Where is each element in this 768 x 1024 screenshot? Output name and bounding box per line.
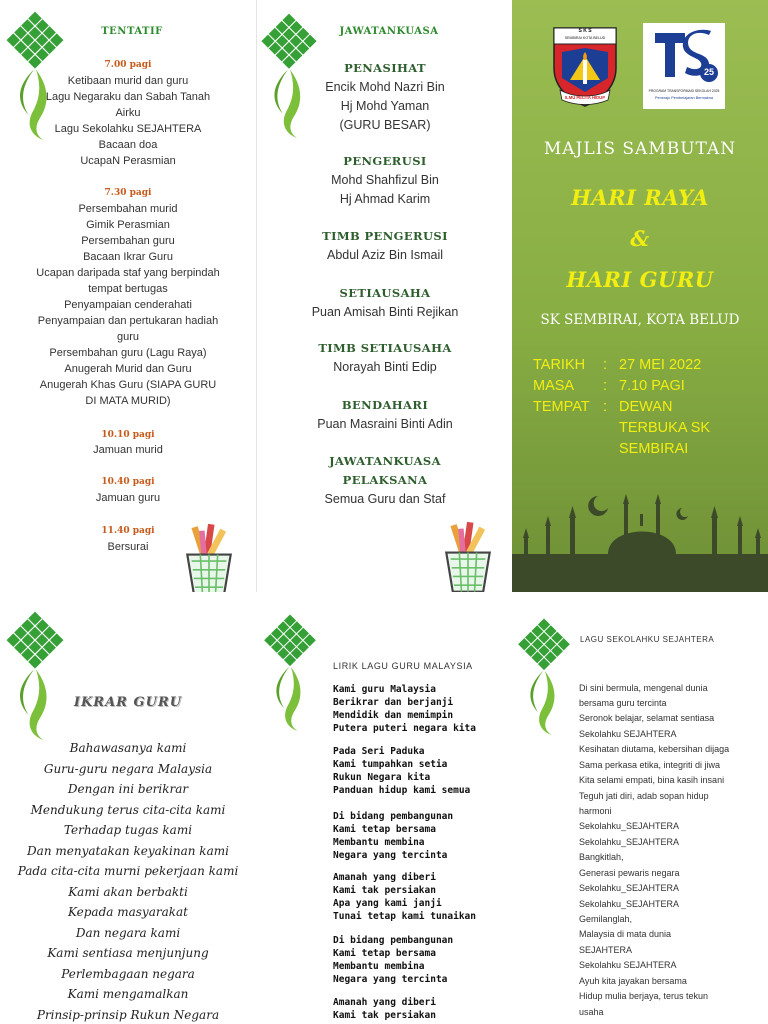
ampersand: & (630, 226, 650, 251)
ikrar-line: Perlembagaan negara (61, 967, 195, 981)
programme-item: Ketibaan murid dan guru (67, 75, 189, 87)
crest-school-text: SEMBIRAI KOTA BELUD (564, 36, 606, 40)
tempat-value: DEWAN (619, 399, 673, 415)
lirik-line: Membantu membina (333, 961, 425, 972)
cover-panel (512, 0, 768, 592)
ikrar-line: Terhadap tugas kami (63, 823, 193, 837)
time-label: 10.40 pagi (101, 477, 155, 487)
tarikh-value: 27 MEI 2022 (619, 357, 702, 373)
lirik-line: Mendidik dan memimpin (333, 710, 454, 721)
lagu-title: LAGU SEKOLAHKU SEJAHTERA (580, 635, 715, 644)
committee-name: Norayah Binti Edip (333, 360, 437, 374)
time-label: 7.00 pagi (104, 60, 152, 70)
hari-guru-title: HARI GURU (566, 267, 714, 292)
ikrar-title: IKRAR GURU (73, 695, 183, 710)
ts25-caption-sub: Peneraju Pembelajaran Bermakna (654, 96, 714, 100)
committee-role: TIMB SETIAUSAHA (318, 341, 452, 355)
committee-name: Puan Masraini Binti Adin (317, 417, 453, 431)
ikrar-line: Mendukung terus cita-cita kami (30, 803, 226, 817)
lagu-line: harmoni (579, 806, 612, 816)
lirik-line: Kami tak persiakan (333, 1010, 436, 1021)
lagu-line: Sekolahku_SEJAHTERA (579, 883, 680, 893)
lirik-line: Di bidang pembangunan (333, 811, 454, 822)
tentatif-title: TENTATIF (101, 26, 163, 37)
ikrar-line: Kami akan berbakti (68, 885, 188, 899)
lirik-line: Apa yang kami janji (333, 898, 442, 909)
ts25-number: 25 (703, 67, 714, 77)
school-name: SK SEMBIRAI, KOTA BELUD (540, 312, 740, 328)
crest-top-text: S K S (578, 28, 592, 34)
lagu-line: Malaysia di mata dunia (579, 929, 672, 939)
lagu-line: usaha (579, 1007, 604, 1017)
committee-role: JAWATANKUASA (329, 454, 441, 468)
time-label: 11.40 pagi (101, 526, 155, 536)
lirik-line: Kami tetap bersama (333, 948, 436, 959)
programme-item: Bersurai (107, 541, 149, 553)
committee-role: BENDAHARI (341, 398, 429, 412)
lirik-title: LIRIK LAGU GURU MALAYSIA (333, 661, 473, 671)
lirik-line: Rukun Negara kita (333, 772, 431, 783)
ikrar-line: Dan menyatakan keyakinan kami (27, 844, 229, 858)
lagu-line: Sama perkasa etika, integriti di jiwa (579, 760, 721, 770)
lagu-line: Bangkitlah, (579, 852, 624, 862)
committee-name: Puan Amisah Binti Rejikan (311, 305, 459, 319)
ts25-caption: PROGRAM TRANSFORMASI SEKOLAH 2025 (648, 89, 720, 93)
committee-role: PENASIHAT (344, 61, 426, 75)
programme-item: Anugerah Murid dan Guru (64, 363, 192, 375)
lirik-line: Kami tetap bersama (333, 824, 436, 835)
ketupat-icon (514, 606, 574, 746)
tempat-colon: : (603, 399, 608, 415)
lirik-line: Membantu membina (333, 837, 425, 848)
tempat-label: TEMPAT (533, 399, 590, 415)
jawatankuasa-panel (256, 0, 513, 592)
ikrar-line: Bahawasanya kami (69, 741, 187, 755)
pencil-cup-icon (435, 520, 501, 592)
programme-item: Penyampaian cenderahati (64, 299, 192, 311)
committee-role: PELAKSANA (342, 473, 428, 487)
programme-item: UcapaN Perasmian (80, 155, 176, 167)
lagu-line: Sekolahku SEJAHTERA (579, 960, 677, 970)
lirik-line: Kami guru Malaysia (333, 684, 436, 695)
tempat-value: SEMBIRAI (619, 441, 689, 457)
lagu-line: Sekolahku_SEJAHTERA (579, 837, 680, 847)
committee-name: Encik Mohd Nazri Bin (325, 80, 445, 94)
programme-item: Persembahan murid (78, 203, 178, 215)
programme-item: Penyampaian dan pertukaran hadiah (37, 315, 219, 327)
lirik-line: Di bidang pembangunan (333, 935, 454, 946)
lirik-line: Pada Seri Paduka (333, 746, 425, 757)
lagu-line: Teguh jati diri, adab sopan hidup (579, 791, 709, 801)
ketupat-icon (2, 600, 68, 750)
programme-item: Persembahan guru (Lagu Raya) (49, 347, 207, 359)
lagu-line: Sekolahku_SEJAHTERA (579, 899, 680, 909)
programme-item: Airku (115, 107, 141, 119)
programme-item: Gimik Perasmian (86, 219, 170, 231)
lirik-line: Putera puteri negara kita (333, 723, 476, 734)
lagu-line: Di sini bermula, mengenal dunia (579, 683, 708, 693)
ikrar-line: Kami sentiasa menjunjung (47, 946, 209, 960)
programme-item: Lagu Sekolahku SEJAHTERA (54, 123, 202, 135)
lagu-line: Kita selami empati, bina kasih insani (579, 775, 725, 785)
ikrar-line: Guru-guru negara Malaysia (43, 762, 213, 776)
lirik-line: Amanah yang diberi (333, 872, 436, 883)
committee-name: Hj Ahmad Karim (339, 192, 431, 206)
committee-name: Mohd Shahfizul Bin (331, 173, 439, 187)
lirik-line: Negara yang tercinta (333, 974, 448, 985)
programme-item: Persembahan guru (81, 235, 175, 247)
masa-label: MASA (533, 378, 575, 394)
lagu-line: SEJAHTERA (579, 945, 633, 955)
ikrar-line: Dan negara kami (75, 926, 181, 940)
lagu-line: Sekolahku SEJAHTERA (579, 729, 677, 739)
lirik-line: Amanah yang diberi (333, 997, 436, 1008)
pencil-cup-icon (176, 522, 242, 592)
committee-name: Hj Mohd Yaman (340, 99, 430, 113)
hari-raya-title: HARI RAYA (571, 185, 709, 210)
committee-role: PENGERUSI (343, 154, 427, 168)
lagu-line: bersama guru tercinta (579, 698, 667, 708)
jawatankuasa-title: JAWATANKUASA (339, 26, 439, 37)
programme-item: Bacaan doa (98, 139, 158, 151)
programme-item: Bacaan Ikrar Guru (83, 251, 173, 263)
lirik-line: Tunai tetap kami tunaikan (333, 911, 476, 922)
programme-item: Anugerah Khas Guru (SIAPA GURU (39, 379, 217, 391)
masa-colon: : (603, 378, 608, 394)
lagu-line: Ayuh kita jayakan bersama (579, 976, 687, 986)
lagu-line: Kesihatan diutama, kebersihan dijaga (579, 744, 730, 754)
programme-item: Lagu Negaraku dan Sabah Tanah (45, 91, 211, 103)
time-label: 7.30 pagi (104, 188, 152, 198)
lagu-line: Hidup mulia berjaya, terus tekun (579, 991, 709, 1001)
lagu-line: Generasi pewaris negara (579, 868, 680, 878)
programme-item: guru (116, 331, 140, 343)
programme-item: tempat bertugas (88, 283, 168, 295)
crest-motto-text: ILMU PELITA HIDUP (564, 95, 605, 100)
ketupat-icon (260, 602, 320, 742)
tempat-value: TERBUKA SK (619, 420, 711, 436)
masa-value: 7.10 PAGI (619, 378, 685, 394)
lagu-line: Sekolahku_SEJAHTERA (579, 821, 680, 831)
lirik-line: Kami tumpahkan setia (333, 759, 448, 770)
committee-name: (GURU BESAR) (339, 118, 431, 132)
committee-name: Abdul Aziz Bin Ismail (326, 248, 444, 262)
ikrar-line: Kami mengamalkan (67, 987, 189, 1001)
ikrar-line: Dengan ini berikrar (67, 782, 189, 796)
tentatif-panel (0, 0, 256, 592)
committee-role: TIMB PENGERUSI (322, 229, 448, 243)
programme-item: Jamuan guru (95, 492, 161, 504)
lirik-line: Panduan hidup kami semua (333, 785, 471, 796)
tarikh-colon: : (603, 357, 608, 373)
ikrar-line: Kepada masyarakat (68, 905, 188, 919)
tarikh-label: TARIKH (533, 357, 586, 373)
mosque-silhouette (512, 478, 768, 592)
lirik-line: Negara yang tercinta (333, 850, 448, 861)
lagu-line: Seronok belajar, selamat sentiasa (579, 713, 715, 723)
ts25-logo (643, 23, 725, 109)
time-label: 10.10 pagi (101, 430, 155, 440)
ikrar-line: Prinsip-prinsip Rukun Negara (36, 1008, 220, 1022)
committee-name: Semua Guru dan Staf (324, 492, 446, 506)
lirik-line: Berikrar dan berjanji (333, 697, 454, 708)
programme-item: Ucapan daripada staf yang berpindah (36, 267, 220, 279)
committee-role: SETIAUSAHA (339, 286, 431, 300)
lagu-line: Gemilanglah, (579, 914, 633, 924)
programme-item: DI MATA MURID) (85, 395, 171, 407)
programme-item: Jamuan murid (93, 444, 163, 456)
ikrar-panel (0, 592, 256, 1024)
lirik-line: Kami tak persiakan (333, 885, 436, 896)
majlis-sambutan-title: MAJLIS SAMBUTAN (543, 139, 737, 159)
ikrar-line: Pada cita-cita murni pekerjaan kami (17, 864, 239, 878)
